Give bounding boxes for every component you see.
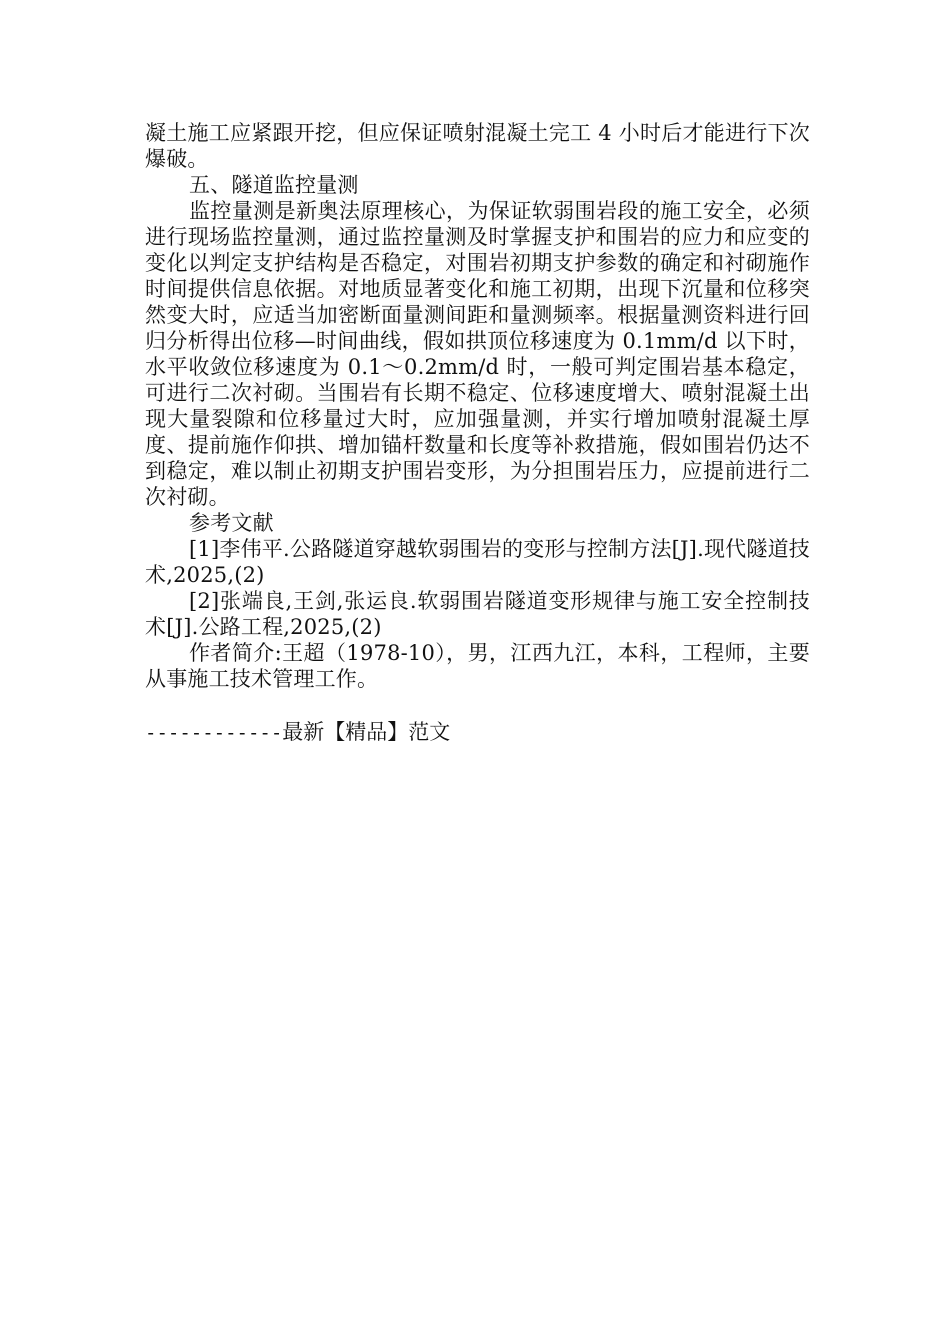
footer-text: 最新【精品】范文 [282, 720, 451, 744]
section-heading: 五、隧道监控量测 [189, 173, 359, 197]
references-heading: 参考文献 [189, 511, 274, 535]
body-paragraph: 监控量测是新奥法原理核心，为保证软弱围岩段的施工安全，必须进行现场监控量测，通过监控量测及时掌握支护和围岩的应力和应变的变化以判定支护结构是否稳定，对围岩初期支护参数的确定和衬砌施作时间提供信息依据。对地质显著变化和施工初期，出现下沉量和位移突然变大时，应适当加密断面量测间距和量测频率。根据量测资料进行回归分析得出位移—时间曲线，假如拱顶位移速度为 0.1mm/d 以下时，水平收敛位移速度为 0.1～0.2mm/d 时，一般可判定围岩基本稳定，可进行二次衬砌。当围岩有长期不稳定、位移速度增大、喷射混凝土出现大量裂隙和位移量过大时，应加强量测，并实行增加喷射混凝土厚度、提前施作仰拱、增加锚杆数量和长度等补救措施，假如围岩仍达不到稳定，难以制止初期支护围岩变形，为分担围岩压力，应提前进行二次衬砌。 [145, 199, 810, 509]
reference-item: [1]李伟平.公路隧道穿越软弱围岩的变形与控制方法[J].现代隧道技术,2025,(2) [145, 537, 810, 587]
author-bio: 作者简介:王超（1978-10），男，江西九江，本科，工程师，主要从事施工技术管理工作。 [145, 641, 810, 691]
footer-dashes: ------------ [145, 722, 283, 744]
footer-banner [145, 719, 450, 746]
reference-item: [2]张端良,王剑,张运良.软弱围岩隧道变形规律与施工安全控制技术[J].公路工程,2025,(2) [145, 589, 810, 639]
continuation-paragraph: 凝土施工应紧跟开挖，但应保证喷射混凝土完工 4 小时后才能进行下次爆破。 [145, 121, 810, 171]
document-page [145, 120, 810, 692]
